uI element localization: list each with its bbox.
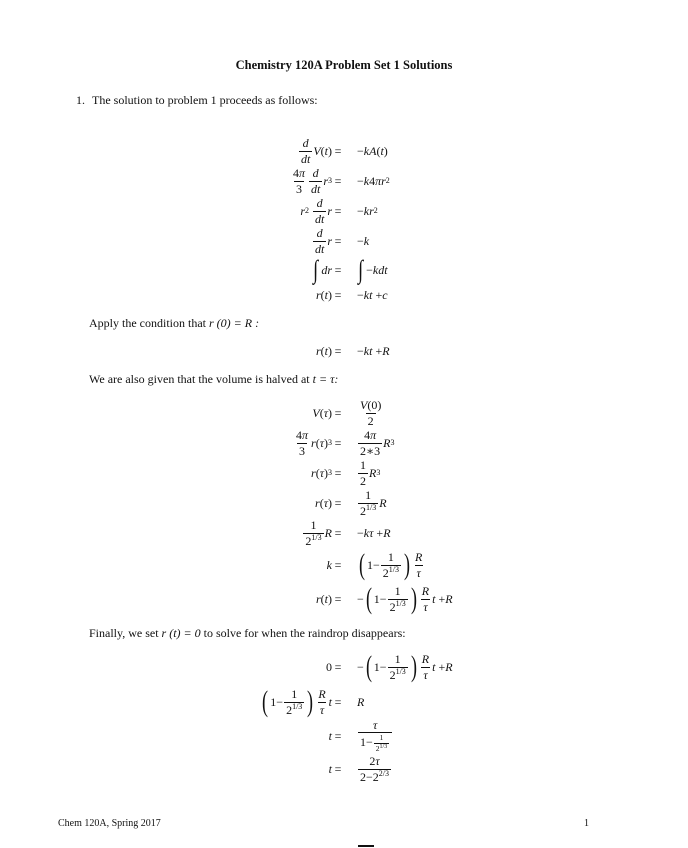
equation-row: $\frac{d}{dt}$ r = − k bbox=[314, 225, 370, 256]
equation-row: V ( τ ) = $\frac{V(0)}{2}$ bbox=[312, 397, 382, 428]
equation-row: $\frac{4\pi}{3}$ r ( τ ) 3 = $\frac{4\pi}{2∗3}$ R 3 bbox=[296, 427, 395, 458]
equation-row: $\frac{d}{dt}$ V ( t ) = − kA ( t ) bbox=[300, 135, 388, 166]
equation-row: r 2 $\frac{d}{dt}$ r = − kr 2 bbox=[300, 195, 378, 226]
item-number: 1. bbox=[76, 93, 85, 107]
equation-row: $\frac{4\pi}{3}$ $\frac{d}{dt}$ r 3 = − k 4 πr 2 bbox=[292, 165, 390, 196]
footer-course: Chem 120A, Spring 2017 bbox=[58, 818, 161, 829]
footer-page-number: 1 bbox=[584, 818, 589, 829]
equation-row: t = τ 1− $\frac{1}{2^{1/3}}$ bbox=[0, 718, 688, 754]
equation-row: ( 1− $\frac{1}{2^{1/3}}$ ) $\frac{R}{\tau}$ t = R bbox=[262, 685, 365, 718]
apply-condition-text: Apply the condition that r (0) = R : bbox=[89, 316, 260, 330]
equation-row: 0 = − ( 1− $\frac{1}{2^{1/3}}$ ) $\frac{R}{\tau}$ t + R bbox=[326, 650, 453, 683]
equation-row: t = $\frac{2\tau}{2-2^{2/3}}$ bbox=[328, 753, 390, 784]
intro-text: The solution to problem 1 proceeds as follows: bbox=[92, 93, 318, 107]
problem-1-intro bbox=[76, 93, 318, 108]
equation-row: r ( t ) = − kt + R bbox=[315, 343, 390, 358]
page-title: Chemistry 120A Problem Set 1 Solutions bbox=[235, 58, 453, 72]
page-edge-mark bbox=[358, 845, 374, 847]
finally-text: Finally, we set r (t) = 0 to solve for when the raindrop disappears: bbox=[89, 626, 406, 640]
equation-row: r ( τ ) = $\frac{1}{2^{1/3}}$ R bbox=[315, 487, 387, 518]
equation-row: r ( τ ) 3 = $\frac{1}{2}$ R 3 bbox=[311, 457, 381, 488]
halved-text: We are also given that the volume is halved at t = τ: bbox=[89, 372, 339, 386]
equation-row: r ( t ) = − ( 1− $\frac{1}{2^{1/3}}$ ) $\frac{R}{\tau}$ t + R bbox=[315, 582, 453, 615]
equation-row: ∫ dr = ∫ − kdt bbox=[313, 255, 388, 284]
equation-row: r ( t ) = − kt + c bbox=[315, 287, 388, 302]
equation-row: k = ( 1− $\frac{1}{2^{1/3}}$ ) $\frac{R}{\tau}$ bbox=[326, 548, 423, 581]
equation-row: $\frac{1}{2^{1/3}}$ R = − kτ + R bbox=[305, 517, 391, 548]
